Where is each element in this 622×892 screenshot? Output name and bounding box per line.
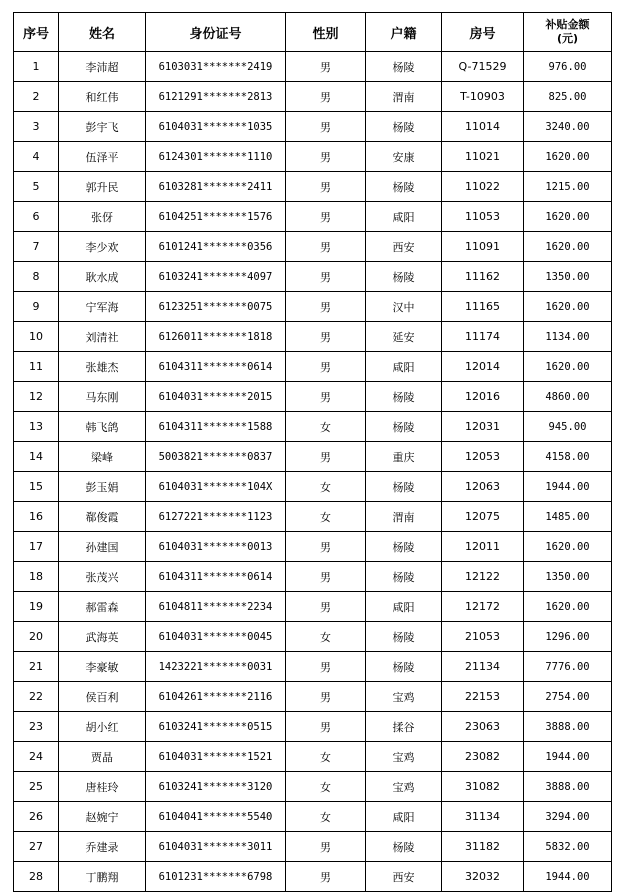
cell-seq: 24 — [14, 742, 59, 772]
table-row — [14, 622, 612, 652]
table-row — [14, 442, 612, 472]
cell-hukou: 咸阳 — [366, 592, 442, 622]
cell-seq: 3 — [14, 112, 59, 142]
cell-name: 韩飞鸽 — [59, 412, 146, 442]
cell-room: 12031 — [442, 412, 524, 442]
header-gender: 性别 — [286, 13, 366, 52]
header-seq: 序号 — [14, 13, 59, 52]
cell-gender: 男 — [286, 292, 366, 322]
cell-id: 6101231*******6798 — [146, 862, 286, 892]
cell-seq: 25 — [14, 772, 59, 802]
cell-room: 31082 — [442, 772, 524, 802]
table-row — [14, 172, 612, 202]
cell-id: 6124301*******1110 — [146, 142, 286, 172]
cell-hukou: 杨陵 — [366, 832, 442, 862]
cell-id: 6104311*******1588 — [146, 412, 286, 442]
cell-seq: 11 — [14, 352, 59, 382]
cell-name: 梁峰 — [59, 442, 146, 472]
cell-seq: 28 — [14, 862, 59, 892]
cell-amount: 1620.00 — [524, 592, 612, 622]
cell-id: 6104311*******0614 — [146, 352, 286, 382]
table-row — [14, 862, 612, 892]
table-row — [14, 382, 612, 412]
header-amount — [524, 13, 612, 52]
cell-id: 6104031*******3011 — [146, 832, 286, 862]
cell-name: 伍泽平 — [59, 142, 146, 172]
cell-room: 23082 — [442, 742, 524, 772]
cell-room: 12172 — [442, 592, 524, 622]
cell-id: 6103241*******3120 — [146, 772, 286, 802]
table-row — [14, 142, 612, 172]
cell-amount: 4860.00 — [524, 382, 612, 412]
cell-seq: 19 — [14, 592, 59, 622]
header-amount-line2: (元) — [556, 32, 579, 45]
cell-amount: 1215.00 — [524, 172, 612, 202]
cell-amount: 1620.00 — [524, 232, 612, 262]
cell-amount: 1620.00 — [524, 532, 612, 562]
cell-amount: 1485.00 — [524, 502, 612, 532]
cell-id: 6126011*******1818 — [146, 322, 286, 352]
cell-gender: 女 — [286, 502, 366, 532]
cell-amount: 1620.00 — [524, 292, 612, 322]
cell-hukou: 杨陵 — [366, 262, 442, 292]
cell-name: 宁军海 — [59, 292, 146, 322]
cell-room: 12063 — [442, 472, 524, 502]
header-room: 房号 — [442, 13, 524, 52]
table-row — [14, 262, 612, 292]
table-row — [14, 802, 612, 832]
cell-gender: 男 — [286, 52, 366, 82]
cell-hukou: 杨陵 — [366, 52, 442, 82]
cell-name: 马东刚 — [59, 382, 146, 412]
cell-seq: 16 — [14, 502, 59, 532]
cell-seq: 14 — [14, 442, 59, 472]
cell-amount: 1944.00 — [524, 742, 612, 772]
cell-hukou: 杨陵 — [366, 112, 442, 142]
header-name: 姓名 — [59, 13, 146, 52]
cell-gender: 男 — [286, 352, 366, 382]
cell-seq: 15 — [14, 472, 59, 502]
table-row — [14, 82, 612, 112]
table-row — [14, 322, 612, 352]
cell-room: 11053 — [442, 202, 524, 232]
cell-gender: 男 — [286, 682, 366, 712]
cell-hukou: 杨陵 — [366, 532, 442, 562]
cell-hukou: 杨陵 — [366, 382, 442, 412]
table-row — [14, 592, 612, 622]
cell-hukou: 汉中 — [366, 292, 442, 322]
cell-seq: 6 — [14, 202, 59, 232]
cell-name: 郝雷森 — [59, 592, 146, 622]
cell-id: 6103241*******4097 — [146, 262, 286, 292]
cell-seq: 21 — [14, 652, 59, 682]
cell-id: 6104031*******104X — [146, 472, 286, 502]
cell-seq: 27 — [14, 832, 59, 862]
cell-gender: 男 — [286, 532, 366, 562]
cell-room: 11165 — [442, 292, 524, 322]
cell-name: 和红伟 — [59, 82, 146, 112]
cell-hukou: 杨陵 — [366, 562, 442, 592]
cell-id: 5003821*******0837 — [146, 442, 286, 472]
cell-id: 6104261*******2116 — [146, 682, 286, 712]
cell-id: 6104311*******0614 — [146, 562, 286, 592]
cell-hukou: 杨陵 — [366, 652, 442, 682]
cell-id: 6101241*******0356 — [146, 232, 286, 262]
header-id: 身份证号 — [146, 13, 286, 52]
cell-hukou: 西安 — [366, 232, 442, 262]
cell-room: Q-71529 — [442, 52, 524, 82]
cell-id: 6104031*******0013 — [146, 532, 286, 562]
cell-seq: 22 — [14, 682, 59, 712]
cell-hukou: 延安 — [366, 322, 442, 352]
cell-name: 刘清社 — [59, 322, 146, 352]
table-row — [14, 682, 612, 712]
cell-id: 6103241*******0515 — [146, 712, 286, 742]
cell-gender: 男 — [286, 112, 366, 142]
cell-name: 郭升民 — [59, 172, 146, 202]
cell-amount: 5832.00 — [524, 832, 612, 862]
cell-hukou: 宝鸡 — [366, 772, 442, 802]
cell-room: 11022 — [442, 172, 524, 202]
cell-gender: 男 — [286, 562, 366, 592]
cell-name: 李沛超 — [59, 52, 146, 82]
table-row — [14, 532, 612, 562]
cell-room: 31134 — [442, 802, 524, 832]
cell-amount: 3240.00 — [524, 112, 612, 142]
cell-room: 11014 — [442, 112, 524, 142]
cell-gender: 男 — [286, 442, 366, 472]
cell-name: 李少欢 — [59, 232, 146, 262]
cell-hukou: 咸阳 — [366, 202, 442, 232]
table-row — [14, 352, 612, 382]
cell-amount: 4158.00 — [524, 442, 612, 472]
table-row — [14, 412, 612, 442]
cell-gender: 男 — [286, 712, 366, 742]
cell-gender: 女 — [286, 622, 366, 652]
cell-room: 12011 — [442, 532, 524, 562]
cell-hukou: 重庆 — [366, 442, 442, 472]
table-row — [14, 832, 612, 862]
cell-id: 6104031*******1035 — [146, 112, 286, 142]
cell-gender: 女 — [286, 772, 366, 802]
cell-gender: 男 — [286, 82, 366, 112]
cell-room: T-10903 — [442, 82, 524, 112]
cell-amount: 976.00 — [524, 52, 612, 82]
cell-id: 6104251*******1576 — [146, 202, 286, 232]
cell-seq: 9 — [14, 292, 59, 322]
cell-room: 31182 — [442, 832, 524, 862]
cell-hukou: 杨陵 — [366, 412, 442, 442]
cell-name: 孙建国 — [59, 532, 146, 562]
cell-hukou: 杨陵 — [366, 622, 442, 652]
cell-id: 6103281*******2411 — [146, 172, 286, 202]
cell-room: 12053 — [442, 442, 524, 472]
cell-seq: 7 — [14, 232, 59, 262]
cell-name: 丁鹏翔 — [59, 862, 146, 892]
cell-id: 6121291*******2813 — [146, 82, 286, 112]
cell-id: 6104031*******2015 — [146, 382, 286, 412]
cell-seq: 1 — [14, 52, 59, 82]
table-row — [14, 292, 612, 322]
cell-name: 武海英 — [59, 622, 146, 652]
cell-name: 唐桂玲 — [59, 772, 146, 802]
cell-id: 6104031*******0045 — [146, 622, 286, 652]
table-header — [14, 13, 612, 52]
cell-name: 耿水成 — [59, 262, 146, 292]
table-row — [14, 472, 612, 502]
cell-amount: 1620.00 — [524, 142, 612, 172]
cell-id: 1423221*******0031 — [146, 652, 286, 682]
cell-seq: 12 — [14, 382, 59, 412]
cell-id: 6104811*******2234 — [146, 592, 286, 622]
cell-amount: 1134.00 — [524, 322, 612, 352]
cell-seq: 26 — [14, 802, 59, 832]
cell-gender: 男 — [286, 202, 366, 232]
cell-room: 32032 — [442, 862, 524, 892]
cell-name: 彭宇飞 — [59, 112, 146, 142]
subsidy-table-container — [13, 12, 612, 892]
cell-room: 23063 — [442, 712, 524, 742]
cell-hukou: 宝鸡 — [366, 742, 442, 772]
header-row — [14, 13, 612, 52]
cell-hukou: 西安 — [366, 862, 442, 892]
cell-seq: 18 — [14, 562, 59, 592]
cell-room: 11021 — [442, 142, 524, 172]
cell-gender: 女 — [286, 802, 366, 832]
cell-name: 赵婉宁 — [59, 802, 146, 832]
subsidy-table — [13, 12, 612, 892]
cell-gender: 女 — [286, 472, 366, 502]
table-row — [14, 112, 612, 142]
cell-gender: 男 — [286, 862, 366, 892]
cell-hukou: 杨陵 — [366, 472, 442, 502]
cell-seq: 13 — [14, 412, 59, 442]
cell-gender: 男 — [286, 382, 366, 412]
table-body — [14, 52, 612, 892]
cell-seq: 23 — [14, 712, 59, 742]
cell-name: 贾晶 — [59, 742, 146, 772]
cell-room: 11162 — [442, 262, 524, 292]
cell-hukou: 宝鸡 — [366, 682, 442, 712]
cell-name: 乔建录 — [59, 832, 146, 862]
table-row — [14, 562, 612, 592]
cell-room: 11091 — [442, 232, 524, 262]
cell-amount: 825.00 — [524, 82, 612, 112]
cell-gender: 男 — [286, 592, 366, 622]
cell-amount: 1350.00 — [524, 262, 612, 292]
cell-room: 12016 — [442, 382, 524, 412]
cell-seq: 8 — [14, 262, 59, 292]
cell-amount: 3294.00 — [524, 802, 612, 832]
cell-room: 21134 — [442, 652, 524, 682]
cell-amount: 7776.00 — [524, 652, 612, 682]
table-row — [14, 502, 612, 532]
cell-gender: 男 — [286, 262, 366, 292]
table-row — [14, 742, 612, 772]
table-row — [14, 202, 612, 232]
cell-id: 6103031*******2419 — [146, 52, 286, 82]
cell-name: 侯百利 — [59, 682, 146, 712]
cell-amount: 3888.00 — [524, 712, 612, 742]
cell-id: 6104031*******1521 — [146, 742, 286, 772]
cell-room: 12075 — [442, 502, 524, 532]
cell-amount: 1620.00 — [524, 202, 612, 232]
cell-room: 11174 — [442, 322, 524, 352]
cell-id: 6127221*******1123 — [146, 502, 286, 532]
cell-amount: 1944.00 — [524, 862, 612, 892]
header-hukou: 户籍 — [366, 13, 442, 52]
cell-room: 22153 — [442, 682, 524, 712]
cell-hukou: 安康 — [366, 142, 442, 172]
cell-seq: 20 — [14, 622, 59, 652]
cell-amount: 1296.00 — [524, 622, 612, 652]
cell-room: 12122 — [442, 562, 524, 592]
cell-gender: 男 — [286, 832, 366, 862]
cell-seq: 5 — [14, 172, 59, 202]
cell-hukou: 渭南 — [366, 82, 442, 112]
table-row — [14, 232, 612, 262]
cell-amount: 1350.00 — [524, 562, 612, 592]
cell-amount: 1944.00 — [524, 472, 612, 502]
cell-name: 张雄杰 — [59, 352, 146, 382]
cell-gender: 男 — [286, 652, 366, 682]
cell-gender: 男 — [286, 232, 366, 262]
cell-name: 张茂兴 — [59, 562, 146, 592]
cell-seq: 10 — [14, 322, 59, 352]
cell-amount: 945.00 — [524, 412, 612, 442]
cell-room: 12014 — [442, 352, 524, 382]
cell-room: 21053 — [442, 622, 524, 652]
cell-name: 胡小红 — [59, 712, 146, 742]
header-amount-line1: 补贴金额 — [545, 18, 590, 31]
cell-amount: 2754.00 — [524, 682, 612, 712]
cell-gender: 男 — [286, 322, 366, 352]
cell-gender: 女 — [286, 742, 366, 772]
cell-name: 李豪敏 — [59, 652, 146, 682]
table-row — [14, 652, 612, 682]
table-row — [14, 712, 612, 742]
cell-id: 6104041*******5540 — [146, 802, 286, 832]
table-row — [14, 772, 612, 802]
cell-seq: 2 — [14, 82, 59, 112]
cell-hukou: 杨陵 — [366, 172, 442, 202]
cell-hukou: 咸阳 — [366, 352, 442, 382]
cell-hukou: 揉谷 — [366, 712, 442, 742]
table-row — [14, 52, 612, 82]
cell-gender: 女 — [286, 412, 366, 442]
cell-seq: 17 — [14, 532, 59, 562]
cell-seq: 4 — [14, 142, 59, 172]
cell-gender: 男 — [286, 142, 366, 172]
cell-gender: 男 — [286, 172, 366, 202]
cell-amount: 1620.00 — [524, 352, 612, 382]
cell-hukou: 咸阳 — [366, 802, 442, 832]
cell-amount: 3888.00 — [524, 772, 612, 802]
cell-name: 彭玉娟 — [59, 472, 146, 502]
cell-id: 6123251*******0075 — [146, 292, 286, 322]
cell-name: 张伢 — [59, 202, 146, 232]
cell-hukou: 渭南 — [366, 502, 442, 532]
cell-name: 郗俊霞 — [59, 502, 146, 532]
